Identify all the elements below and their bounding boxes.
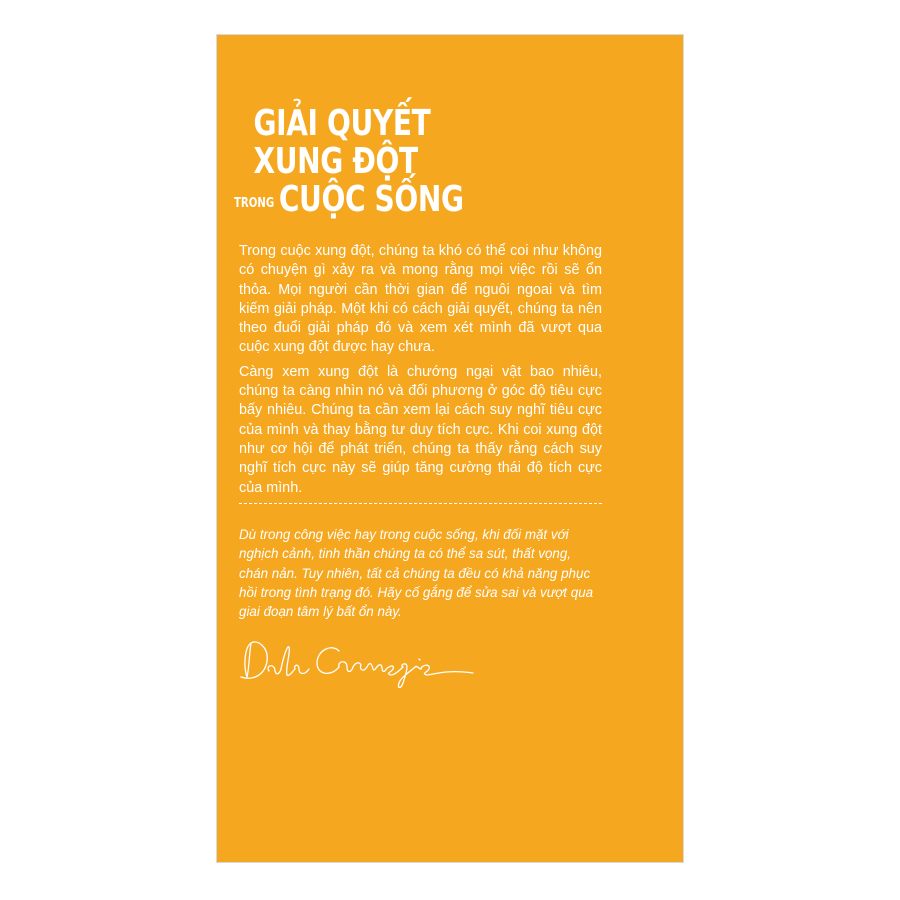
title-line-1: GIẢI QUYẾT (253, 103, 431, 144)
author-signature (235, 625, 480, 695)
blurb (239, 242, 602, 503)
book-title (234, 103, 464, 223)
title-small-word: TRONG (234, 196, 275, 211)
book-back-cover (217, 35, 683, 862)
title-line-3 (234, 179, 464, 223)
dashed-divider (239, 503, 602, 504)
title-line-3-text: CUỘC SỐNG (278, 179, 464, 220)
title-line-2: XUNG ĐỘT (253, 141, 418, 182)
author-quote: Dù trong công việc hay trong cuộc sống, khi đối mặt với nghịch cảnh, tinh thần chúng ta có thể sa sút, thất vọng, chán nản. Tuy nhiên, tất cả chúng ta đều có khả năng phục hồi trong tình trạng đó. Hãy cố gắng để sửa sai và vượt qua giai đoạn tâm lý bất ổn này. (239, 527, 594, 620)
blurb-paragraph-1: Trong cuộc xung đột, chúng ta khó có thể coi như không có chuyện gì xảy ra và mong rằng mọi việc rồi sẽ ổn thỏa. Mọi người cần thời gian để nguôi ngoai và tìm kiếm giải pháp. Một khi có cách giải quyết, chúng ta nên theo đuổi giải pháp đó và xem xét mình đã vượt qua cuộc xung đột được hay chưa. (239, 243, 602, 356)
blurb-paragraph-2: Càng xem xung đột là chướng ngại vật bao nhiêu, chúng ta càng nhìn nó và đối phương ở góc độ tiêu cực bấy nhiêu. Chúng ta cần xem lại cách suy nghĩ tiêu cực của mình và thay bằng tư duy tích cực. Khi coi xung đột như cơ hội để phát triển, chúng ta thấy rằng cách suy nghĩ tích cực này sẽ giúp tăng cường thái độ tích cực của mình. (239, 363, 602, 496)
